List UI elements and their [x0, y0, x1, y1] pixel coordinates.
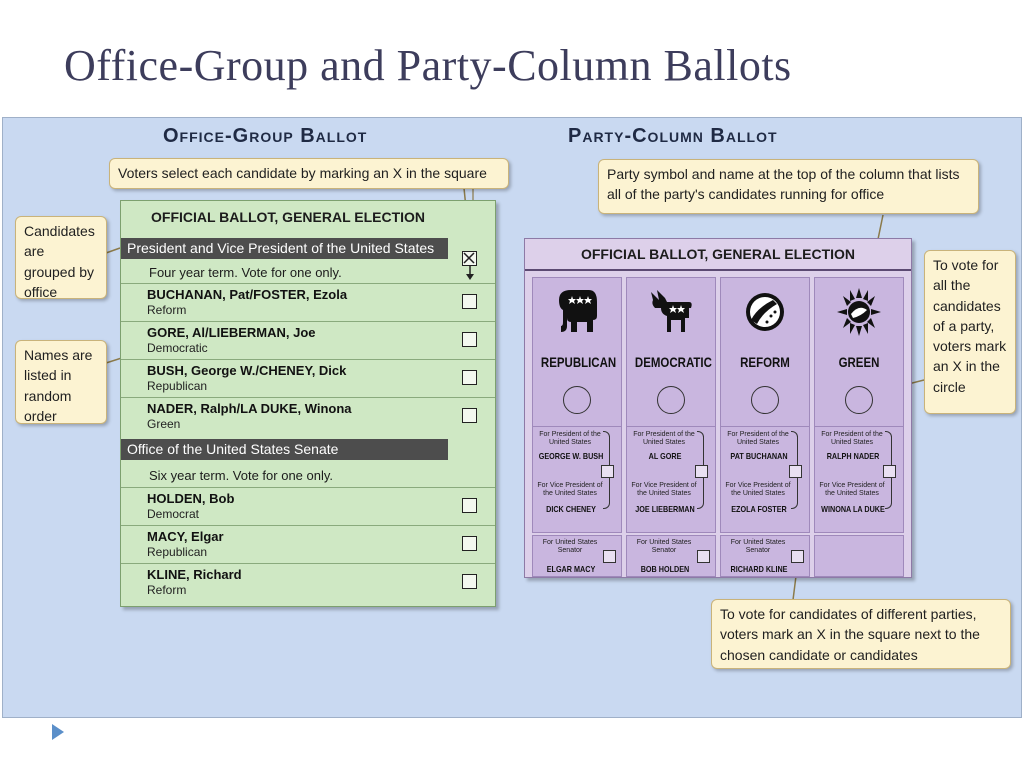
candidate-name: HOLDEN, Bob — [147, 491, 235, 506]
empty-senator-cell — [814, 535, 904, 577]
president-candidate: GEORGE W. BUSH — [538, 451, 604, 461]
senator-candidate: RICHARD KLINE — [730, 564, 788, 574]
office-president-checkbox-row — [121, 238, 495, 268]
checkbox[interactable] — [601, 465, 614, 478]
ballot-row — [121, 283, 495, 321]
vice-president-candidate: JOE LIEBERMAN — [635, 504, 695, 514]
vice-president-label: For Vice President of the United States — [819, 482, 885, 497]
president-label: For President of the United States — [727, 431, 789, 446]
president-candidate: RALPH NADER — [826, 451, 880, 461]
callout-vote-all: To vote for all the candidates of a party, voters mark an X in the circle — [924, 250, 1016, 414]
candidate-name: BUCHANAN, Pat/FOSTER, Ezola — [147, 287, 348, 302]
vice-president-label: For Vice President of the United States — [725, 482, 791, 497]
party-column-democratic — [626, 277, 716, 533]
donkey-icon — [649, 286, 693, 336]
office-group-heading: Office-Group Ballot — [163, 125, 368, 147]
candidate-party: Democrat — [147, 507, 200, 521]
checkbox[interactable] — [462, 332, 477, 347]
slide-bullet-icon — [52, 724, 66, 740]
senator-candidate: ELGAR MACY — [546, 564, 596, 574]
party-column-republican — [532, 277, 622, 533]
president-label: For President of the United States — [539, 431, 601, 446]
candidate-party: Reform — [147, 583, 187, 597]
party-name: REPUBLICAN — [540, 354, 617, 370]
checkbox[interactable] — [462, 370, 477, 385]
candidate-party: Democratic — [147, 341, 208, 355]
straight-ticket-circle[interactable] — [657, 386, 685, 414]
candidate-name: NADER, Ralph/LA DUKE, Winona — [147, 401, 352, 416]
callout-random-order: Names are listed in random order — [15, 340, 107, 424]
vice-president-candidate: EZOLA FOSTER — [731, 504, 787, 514]
office-group-ballot — [120, 200, 496, 607]
office-president-label: President and Vice President of the United States — [121, 238, 448, 259]
ballot-row — [121, 487, 495, 525]
slide-title: Office-Group and Party-Column Ballots — [64, 41, 792, 90]
senator-candidate: BOB HOLDEN — [640, 564, 690, 574]
ballot-comparison-figure — [2, 117, 1022, 718]
checkbox[interactable] — [789, 465, 802, 478]
ballot-row — [121, 525, 495, 563]
arrow-down-icon — [465, 266, 475, 280]
candidate-name: GORE, Al/LIEBERMAN, Joe — [147, 325, 316, 340]
candidate-name: KLINE, Richard — [147, 567, 242, 582]
president-term: Four year term. Vote for one only. — [149, 265, 342, 280]
sunflower-icon — [837, 286, 881, 336]
callout-grouped-by-office: Candidates are grouped by office — [15, 216, 107, 299]
ballot-row — [121, 321, 495, 359]
ballot-row — [121, 563, 495, 601]
ballot-row — [121, 397, 495, 435]
checkbox[interactable] — [603, 550, 616, 563]
callout-party-symbol: Party symbol and name at the top of the column that lists all of the party's candidates running for office — [598, 159, 979, 214]
party-column-reform — [720, 277, 810, 533]
checkbox[interactable] — [791, 550, 804, 563]
vice-president-candidate: DICK CHENEY — [546, 504, 596, 514]
checkbox[interactable] — [462, 536, 477, 551]
senator-label: For United States Senator — [542, 539, 598, 554]
candidate-party: Green — [147, 417, 181, 431]
checkbox[interactable] — [695, 465, 708, 478]
party-column-ballot — [524, 238, 912, 578]
party-column-green — [814, 277, 904, 533]
vice-president-candidate: WINONA LA DUKE — [821, 504, 885, 514]
president-candidate: PAT BUCHANAN — [730, 451, 788, 461]
party-column-heading: Party-Column Ballot — [568, 125, 778, 147]
senator-label: For United States Senator — [636, 539, 692, 554]
callout-select-square: Voters select each candidate by marking an X in the square — [109, 158, 509, 189]
party-name: GREEN — [838, 354, 880, 370]
president-label: For President of the United States — [821, 431, 883, 446]
straight-ticket-circle[interactable] — [563, 386, 591, 414]
candidate-name: MACY, Elgar — [147, 529, 224, 544]
checkbox[interactable] — [462, 294, 477, 309]
checkbox[interactable] — [462, 408, 477, 423]
straight-ticket-circle[interactable] — [845, 386, 873, 414]
candidate-party: Republican — [147, 379, 208, 393]
president-candidate: AL GORE — [648, 451, 682, 461]
president-label: For President of the United States — [633, 431, 695, 446]
checkbox[interactable] — [697, 550, 710, 563]
checkbox[interactable] — [462, 498, 477, 513]
party-column-ballot-title: OFFICIAL BALLOT, GENERAL ELECTION — [525, 239, 911, 271]
ballot-row — [121, 359, 495, 397]
vice-president-label: For Vice President of the United States — [631, 482, 697, 497]
candidate-name: BUSH, George W./CHENEY, Dick — [147, 363, 347, 378]
reform-emblem-icon — [743, 286, 787, 336]
elephant-icon — [555, 286, 599, 336]
senator-label: For United States Senator — [730, 539, 786, 554]
checkbox[interactable] — [883, 465, 896, 478]
party-name: REFORM — [740, 354, 790, 370]
candidate-party: Republican — [147, 545, 208, 559]
senator-row — [525, 533, 911, 577]
vice-president-label: For Vice President of the United States — [537, 482, 603, 497]
callout-different-parties: To vote for candidates of different parties, voters mark an X in the square next to the chosen candidate or candidates — [711, 599, 1011, 669]
party-name: DEMOCRATIC — [634, 354, 712, 370]
checkbox[interactable] — [462, 574, 477, 589]
senate-term: Six year term. Vote for one only. — [149, 468, 334, 483]
marked-checkbox[interactable] — [462, 251, 477, 266]
candidate-party: Reform — [147, 303, 187, 317]
office-senate-label: Office of the United States Senate — [121, 439, 448, 460]
office-group-ballot-title: OFFICIAL BALLOT, GENERAL ELECTION — [151, 209, 426, 225]
straight-ticket-circle[interactable] — [751, 386, 779, 414]
